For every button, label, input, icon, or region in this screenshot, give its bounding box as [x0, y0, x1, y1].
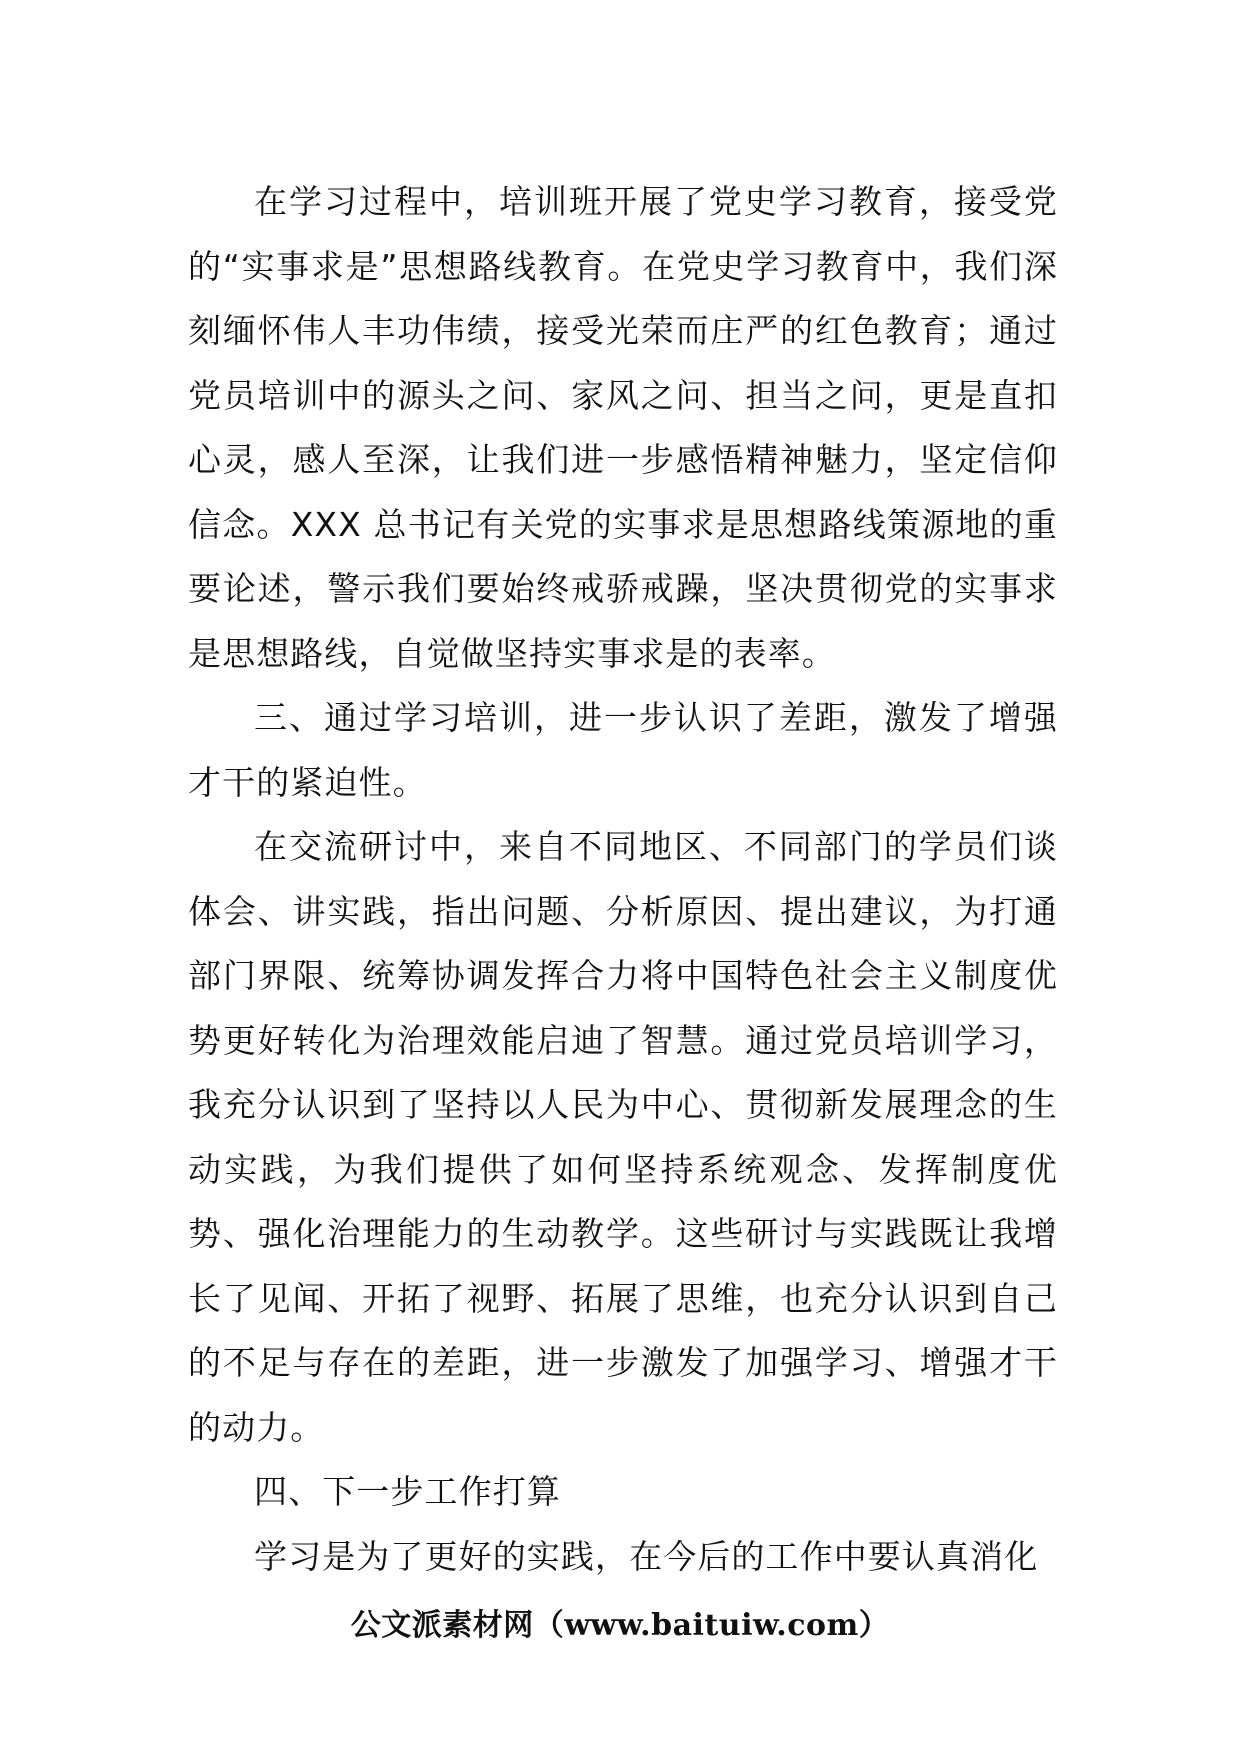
paragraph-exchange-discussion: 在交流研讨中，来自不同地区、不同部门的学员们谈体会、讲实践，指出问题、分析原因、提出建议，为打通部门界限、统筹协调发挥合力将中国特色社会主义制度优势更好转化为治理效能启迪了智慧。通过党员培训学习，我充分认识到了坚持以人民为中心、贯彻新发展理念的生动实践，为我们提供了如何坚持系统观念、发挥制度优势、强化治理能力的生动教学。这些研讨与实践既让我增长了见闻、开拓了视野、拓展了思维，也充分认识到自己的不足与存在的差距，进一步激发了加强学习、增强才干的动力。 — [188, 827, 1058, 1447]
footer-watermark: 公文派素材网（www.baituiw.com） — [350, 1608, 890, 1643]
paragraph-next-steps: 学习是为了更好的实践，在今后的工作中要认真消化 — [254, 1536, 1039, 1576]
document-body — [188, 170, 1058, 1589]
heading-section-four: 四、下一步工作打算 — [254, 1472, 561, 1511]
heading-section-three: 三、通过学习培训，进一步认识了差距，激发了增强才干的紧迫性。 — [188, 698, 1058, 802]
paragraph-study-process: 在学习过程中，培训班开展了党史学习教育，接受党的“实事求是”思想路线教育。在党史学习教育中，我们深刻缅怀伟人丰功伟绩，接受光荣而庄严的红色教育；通过党员培训中的源头之问、家风之问、担当之问，更是直扣心灵，感人至深，让我们进一步感悟精神魅力，坚定信仰信念。XXX 总书记有关党的实事求是思想路线策源地的重要论述，警示我们要始终戒骄戒躁，坚决贯彻党的实事求是思想路线，自觉做坚持实事求是的表率。 — [188, 182, 1058, 673]
